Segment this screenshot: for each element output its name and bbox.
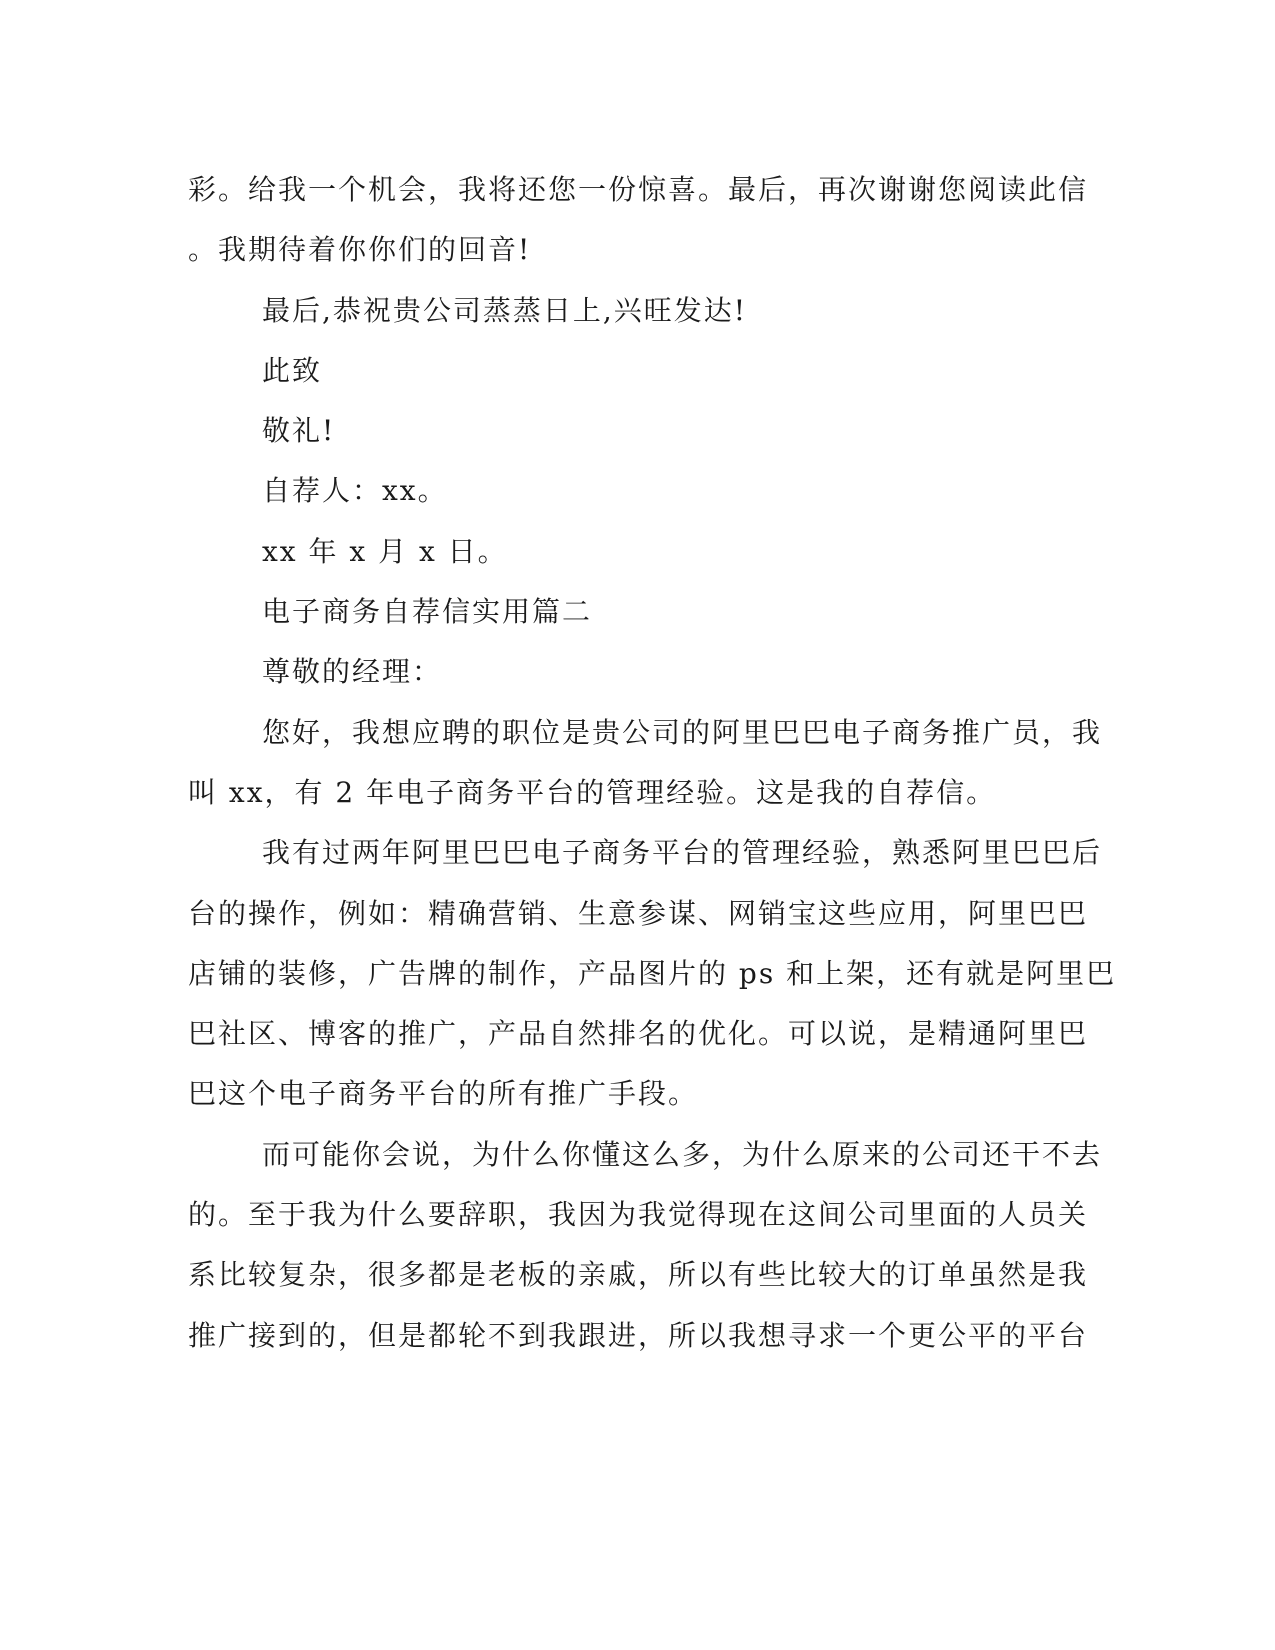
greeting-line: 尊敬的经理： [262, 655, 443, 689]
paragraph-line: 您好，我想应聘的职位是贵公司的阿里巴巴电子商务推广员，我 [262, 715, 1103, 749]
salutation-line: 此致 [262, 353, 323, 387]
paragraph-line: 而可能你会说，为什么你懂这么多，为什么原来的公司还干不去 [262, 1137, 1103, 1171]
date-line: xx 年 x 月 x 日。 [262, 534, 508, 568]
paragraph-line: 彩。给我一个机会，我将还您一份惊喜。最后，再次谢谢您阅读此信 [188, 173, 1089, 206]
paragraph-line: 系比较复杂，很多都是老板的亲戚，所以有些比较大的订单虽然是我 [188, 1258, 1089, 1292]
paragraph-line: 推广接到的，但是都轮不到我跟进，所以我想寻求一个更公平的平台 [188, 1318, 1089, 1352]
paragraph-line: 巴社区、博客的推广，产品自然排名的优化。可以说，是精通阿里巴 [188, 1017, 1089, 1051]
paragraph-line: 台的操作，例如：精确营销、生意参谋、网销宝这些应用，阿里巴巴 [188, 896, 1089, 930]
letter-body [188, 160, 1117, 1366]
paragraph-line: 叫 xx，有 2 年电子商务平台的管理经验。这是我的自荐信。 [188, 775, 997, 809]
signature-line: 自荐人：xx。 [262, 474, 448, 508]
closing-wish: 最后,恭祝贵公司蒸蒸日上,兴旺发达! [262, 293, 748, 327]
paragraph-line: 。我期待着你你们的回音! [188, 233, 532, 267]
section-heading: 电子商务自荐信实用篇二 [262, 595, 593, 629]
paragraph-line: 的。至于我为什么要辞职，我因为我觉得现在这间公司里面的人员关 [188, 1198, 1089, 1232]
salutation-line: 敬礼! [262, 414, 336, 448]
paragraph-line: 店铺的装修，广告牌的制作，产品图片的 ps 和上架，还有就是阿里巴 [188, 956, 1117, 990]
paragraph-line: 我有过两年阿里巴巴电子商务平台的管理经验，熟悉阿里巴巴后 [262, 836, 1103, 870]
paragraph-line: 巴这个电子商务平台的所有推广手段。 [188, 1077, 699, 1111]
